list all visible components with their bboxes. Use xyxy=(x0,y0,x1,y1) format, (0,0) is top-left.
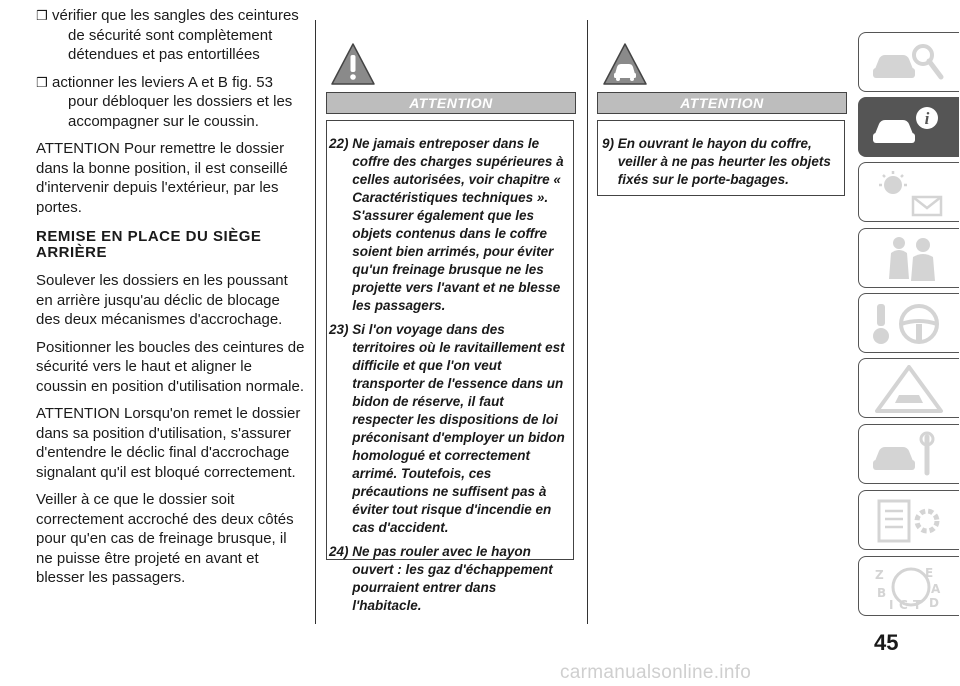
attention-item xyxy=(602,135,838,189)
specs-gear-icon xyxy=(869,497,949,545)
tab-dashboard-lights[interactable] xyxy=(858,162,959,222)
safety-airbag-icon xyxy=(869,235,949,283)
svg-text:B: B xyxy=(877,586,887,600)
item-number: 9) xyxy=(602,136,618,151)
svg-text:A: A xyxy=(931,582,941,596)
exclamation-warning-icon xyxy=(330,42,376,86)
tab-car-info[interactable] xyxy=(858,97,959,157)
attention-paragraph: ATTENTION Pour remettre le dossier dans la bonne position, il est conseillé d'intervenir depuis l'extérieur, par les portes. xyxy=(36,140,288,216)
tab-safety[interactable] xyxy=(858,228,959,288)
tab-starting-driving[interactable] xyxy=(858,293,959,353)
bullet-text-first: actionner les leviers A et B fig. 53 xyxy=(52,73,273,91)
svg-text:D: D xyxy=(929,596,939,610)
paragraph: Soulever les dossiers en les poussant en arrière jusqu'au déclic de blocage des deux mécanismes d'accrochage. xyxy=(36,272,288,328)
checkbox-bullet-icon: ❒ xyxy=(36,74,48,90)
svg-text:C: C xyxy=(899,598,908,611)
item-number: 22) xyxy=(329,136,353,151)
bullet-text-first: vérifier que les sangles des ceintures xyxy=(52,7,299,24)
alphabetical-index-icon xyxy=(869,563,949,611)
item-text: Si l'on voyage dans des territoires où le ravitaillement est difficile et que l'on veut transporter de l'essence dans un bidon de réserve, il faut respecter les dispositions de loi préconisant d'employer un bidon homologué et correctement arrimé. Toutefois, ces précautions ne suffisent pas à éviter tout risque d'incendie en cas d'accident. xyxy=(352,322,565,535)
section-heading: REMISE EN PLACE DU SIÈGE ARRIÈRE xyxy=(36,228,262,261)
svg-text:T: T xyxy=(913,598,922,611)
svg-text:Z: Z xyxy=(875,568,884,582)
checkbox-bullet-icon: ❒ xyxy=(36,8,48,23)
car-warning-icon xyxy=(602,42,648,86)
attention-item xyxy=(329,321,567,537)
item-number: 23) xyxy=(329,322,353,337)
attention-box xyxy=(326,120,574,613)
car-info-icon xyxy=(869,104,949,152)
paragraph: Positionner les boucles des ceintures de sécurité vers le haut et aligner le coussin en position d'utilisation normale. xyxy=(36,338,305,395)
attention-paragraph: ATTENTION Lorsqu'on remet le dossier dans sa position d'utilisation, s'assurer d'entendre le déclic final d'accrochage signalant qu'il est bloqué correctement. xyxy=(36,405,301,481)
bullet-item xyxy=(36,6,306,65)
attention-item xyxy=(329,543,567,615)
car-search-icon xyxy=(869,39,949,87)
column-divider xyxy=(315,20,316,624)
attention-header: ATTENTION xyxy=(326,92,576,114)
steering-wheel-icon xyxy=(869,300,949,348)
tab-car-search[interactable] xyxy=(858,32,959,92)
watermark: carmanualsonline.info xyxy=(560,662,752,683)
bullet-text-rest: pour débloquer les dossiers et les accompagner sur le coussin. xyxy=(68,93,293,130)
attention-header: ATTENTION xyxy=(597,92,847,114)
tab-index[interactable] xyxy=(858,556,959,616)
attention-item xyxy=(329,135,567,315)
dashboard-lights-icon xyxy=(869,169,949,217)
column-divider xyxy=(587,20,588,624)
tab-maintenance[interactable] xyxy=(858,424,959,484)
bullet-text-rest: de sécurité sont complètement détendues et pas entortillées xyxy=(68,26,273,63)
paragraph: Veiller à ce que le dossier soit correctement accroché des deux côtés pour qu'en cas de freinage brusque, il ne puisse être projeté en avant et blesser les passagers. xyxy=(36,491,294,586)
bullet-item xyxy=(36,73,306,132)
svg-text:i: i xyxy=(924,109,930,128)
svg-text:E: E xyxy=(925,566,934,580)
attention-box xyxy=(597,120,845,196)
item-text: En ouvrant le hayon du coffre, veiller à ne pas heurter les objets fixés sur le porte-bagages. xyxy=(617,136,831,187)
item-text: Ne jamais entreposer dans le coffre des charges supérieures à celles autorisées, voir chapitre « Caractéristiques techniques ». S'assurer également que les objets contenus dans le coffre soient bien arrimés, pour éviter qu'un freinage brusque ne les projette vers l'avant et ne blesse les passagers. xyxy=(352,136,564,313)
body-text-column xyxy=(36,6,306,596)
page-number: 45 xyxy=(874,630,899,655)
tab-technical-data[interactable] xyxy=(858,490,959,550)
item-number: 24) xyxy=(329,544,353,559)
svg-text:I: I xyxy=(889,598,894,611)
item-text: Ne pas rouler avec le hayon ouvert : les gaz d'échappement pourraient entrer dans l'habitacle. xyxy=(352,544,553,613)
warning-triangle-car-icon xyxy=(869,365,949,413)
tab-emergency[interactable] xyxy=(858,358,959,418)
car-wrench-icon xyxy=(869,431,949,479)
